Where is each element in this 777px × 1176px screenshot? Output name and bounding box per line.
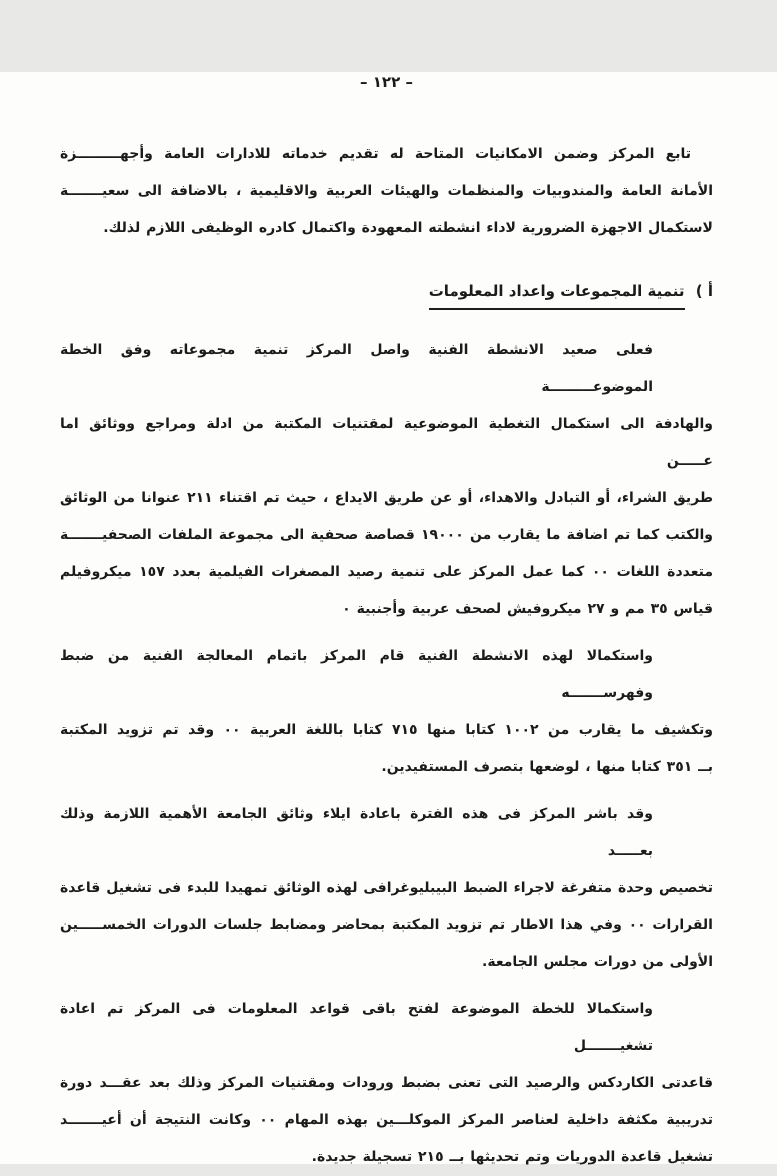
text-line: قاعدتى الكاردكس والرصيد التى تعنى بضبط ورودات ومقتنيات المركز وذلك بعد عقـــد دورة <box>60 1075 713 1091</box>
paragraph-processing <box>60 638 713 786</box>
text-line: وتكشيف ما يقارب من ١٠٠٢ كتابا منها ٧١٥ كتابا باللغة العربية ٠٠ وقد تم تزويد المكتبة <box>60 722 714 738</box>
text-line: واستكمالا للخطة الموضوعة لفتح باقى قواعد المعلومات فى المركز تم اعادة تشغيـــــــل <box>60 1001 653 1054</box>
section-heading-marker: أ ) <box>695 282 713 300</box>
text-line: والهادفة الى استكمال التغطية الموضوعية لمقتنيات المكتبة من ادلة ومراجع ووثائق اما عـــــن <box>60 416 713 469</box>
text-line: الأمانة العامة والمندوبيات والمنظمات والهيئات العربية والاقليمية ، بالاضافة الى سعيـــــــة <box>60 183 713 199</box>
text-line: قياس ٣٥ مم و ٢٧ ميكروفيش لصحف عربية وأجنبية ٠ <box>342 601 713 617</box>
paragraph-collections <box>60 332 713 628</box>
text-line: تدريبية مكثفة داخلية لعناصر المركز الموكلـــين بهذه المهام ٠٠ وكانت النتيجة أن أعيـــــــد <box>60 1112 713 1128</box>
text-line: تشغيل قاعدة الدوريات وتم تحديثها بــ ٢١٥ تسجيلة جديدة. <box>311 1149 713 1165</box>
text-line: لاستكمال الاجهزة الضرورية لاداء انشطته المعهودة واكتمال كادره الوظيفى اللازم لذلك. <box>103 220 713 236</box>
text-line: تابع المركز وضمن الامكانيات المتاحة له تقديم خدماته للادارات العامة وأجهـــــــــزة <box>60 146 691 162</box>
section-heading-title: تنمية المجموعات واعداد المعلومات <box>429 279 685 310</box>
text-line: تخصيص وحدة متفرغة لاجراء الضبط البيبليوغرافى لهذه الوثائق تمهيدا للبدء فى تشغيل قاعدة <box>60 880 713 896</box>
paragraph-documents <box>60 796 713 981</box>
text-line: وقد باشر المركز فى هذه الفترة باعادة ايلاء وثائق الجامعة الأهمية اللازمة وذلك بعـــــد <box>60 806 653 859</box>
document-page <box>0 72 777 1164</box>
text-line: فعلى صعيد الانشطة الفنية واصل المركز تنمية مجموعاته وفق الخطة الموضوعـــــــــة <box>60 342 653 395</box>
paragraph-intro <box>60 136 713 247</box>
text-line: القرارات ٠٠ وفي هذا الاطار تم تزويد المكتبة بمحاضر ومضابط جلسات الدورات الخمســـــين <box>60 917 713 933</box>
text-line: والكتب كما تم اضافة ما يقارب من ١٩٠٠٠ قصاصة صحفية الى مجموعة الملفات الصحفيـــــــة <box>60 527 713 543</box>
text-line: الأولى من دورات مجلس الجامعة. <box>482 954 713 970</box>
text-line: طريق الشراء، أو التبادل والاهداء، أو عن طريق الايداع ، حيث تم اقتناء ٢١١ عنوانا من الوثائق <box>60 490 714 506</box>
text-line: واستكمالا لهذه الانشطة الفنية قام المركز باتمام المعالجة الفنية من ضبط وفهرســـــــه <box>60 648 653 701</box>
text-line: متعددة اللغات ٠٠ كما عمل المركز على تنمية رصيد المصغرات الفيلمية بعدد ١٥٧ ميكروفيلم <box>60 564 714 580</box>
page-number: – ١٢٢ – <box>360 73 413 91</box>
page-content <box>0 72 777 1176</box>
section-heading <box>60 279 713 310</box>
paragraph-databases <box>60 991 713 1176</box>
text-line: بــ ٣٥١ كتابا منها ، لوضعها بتصرف المستفيدين. <box>381 759 713 775</box>
